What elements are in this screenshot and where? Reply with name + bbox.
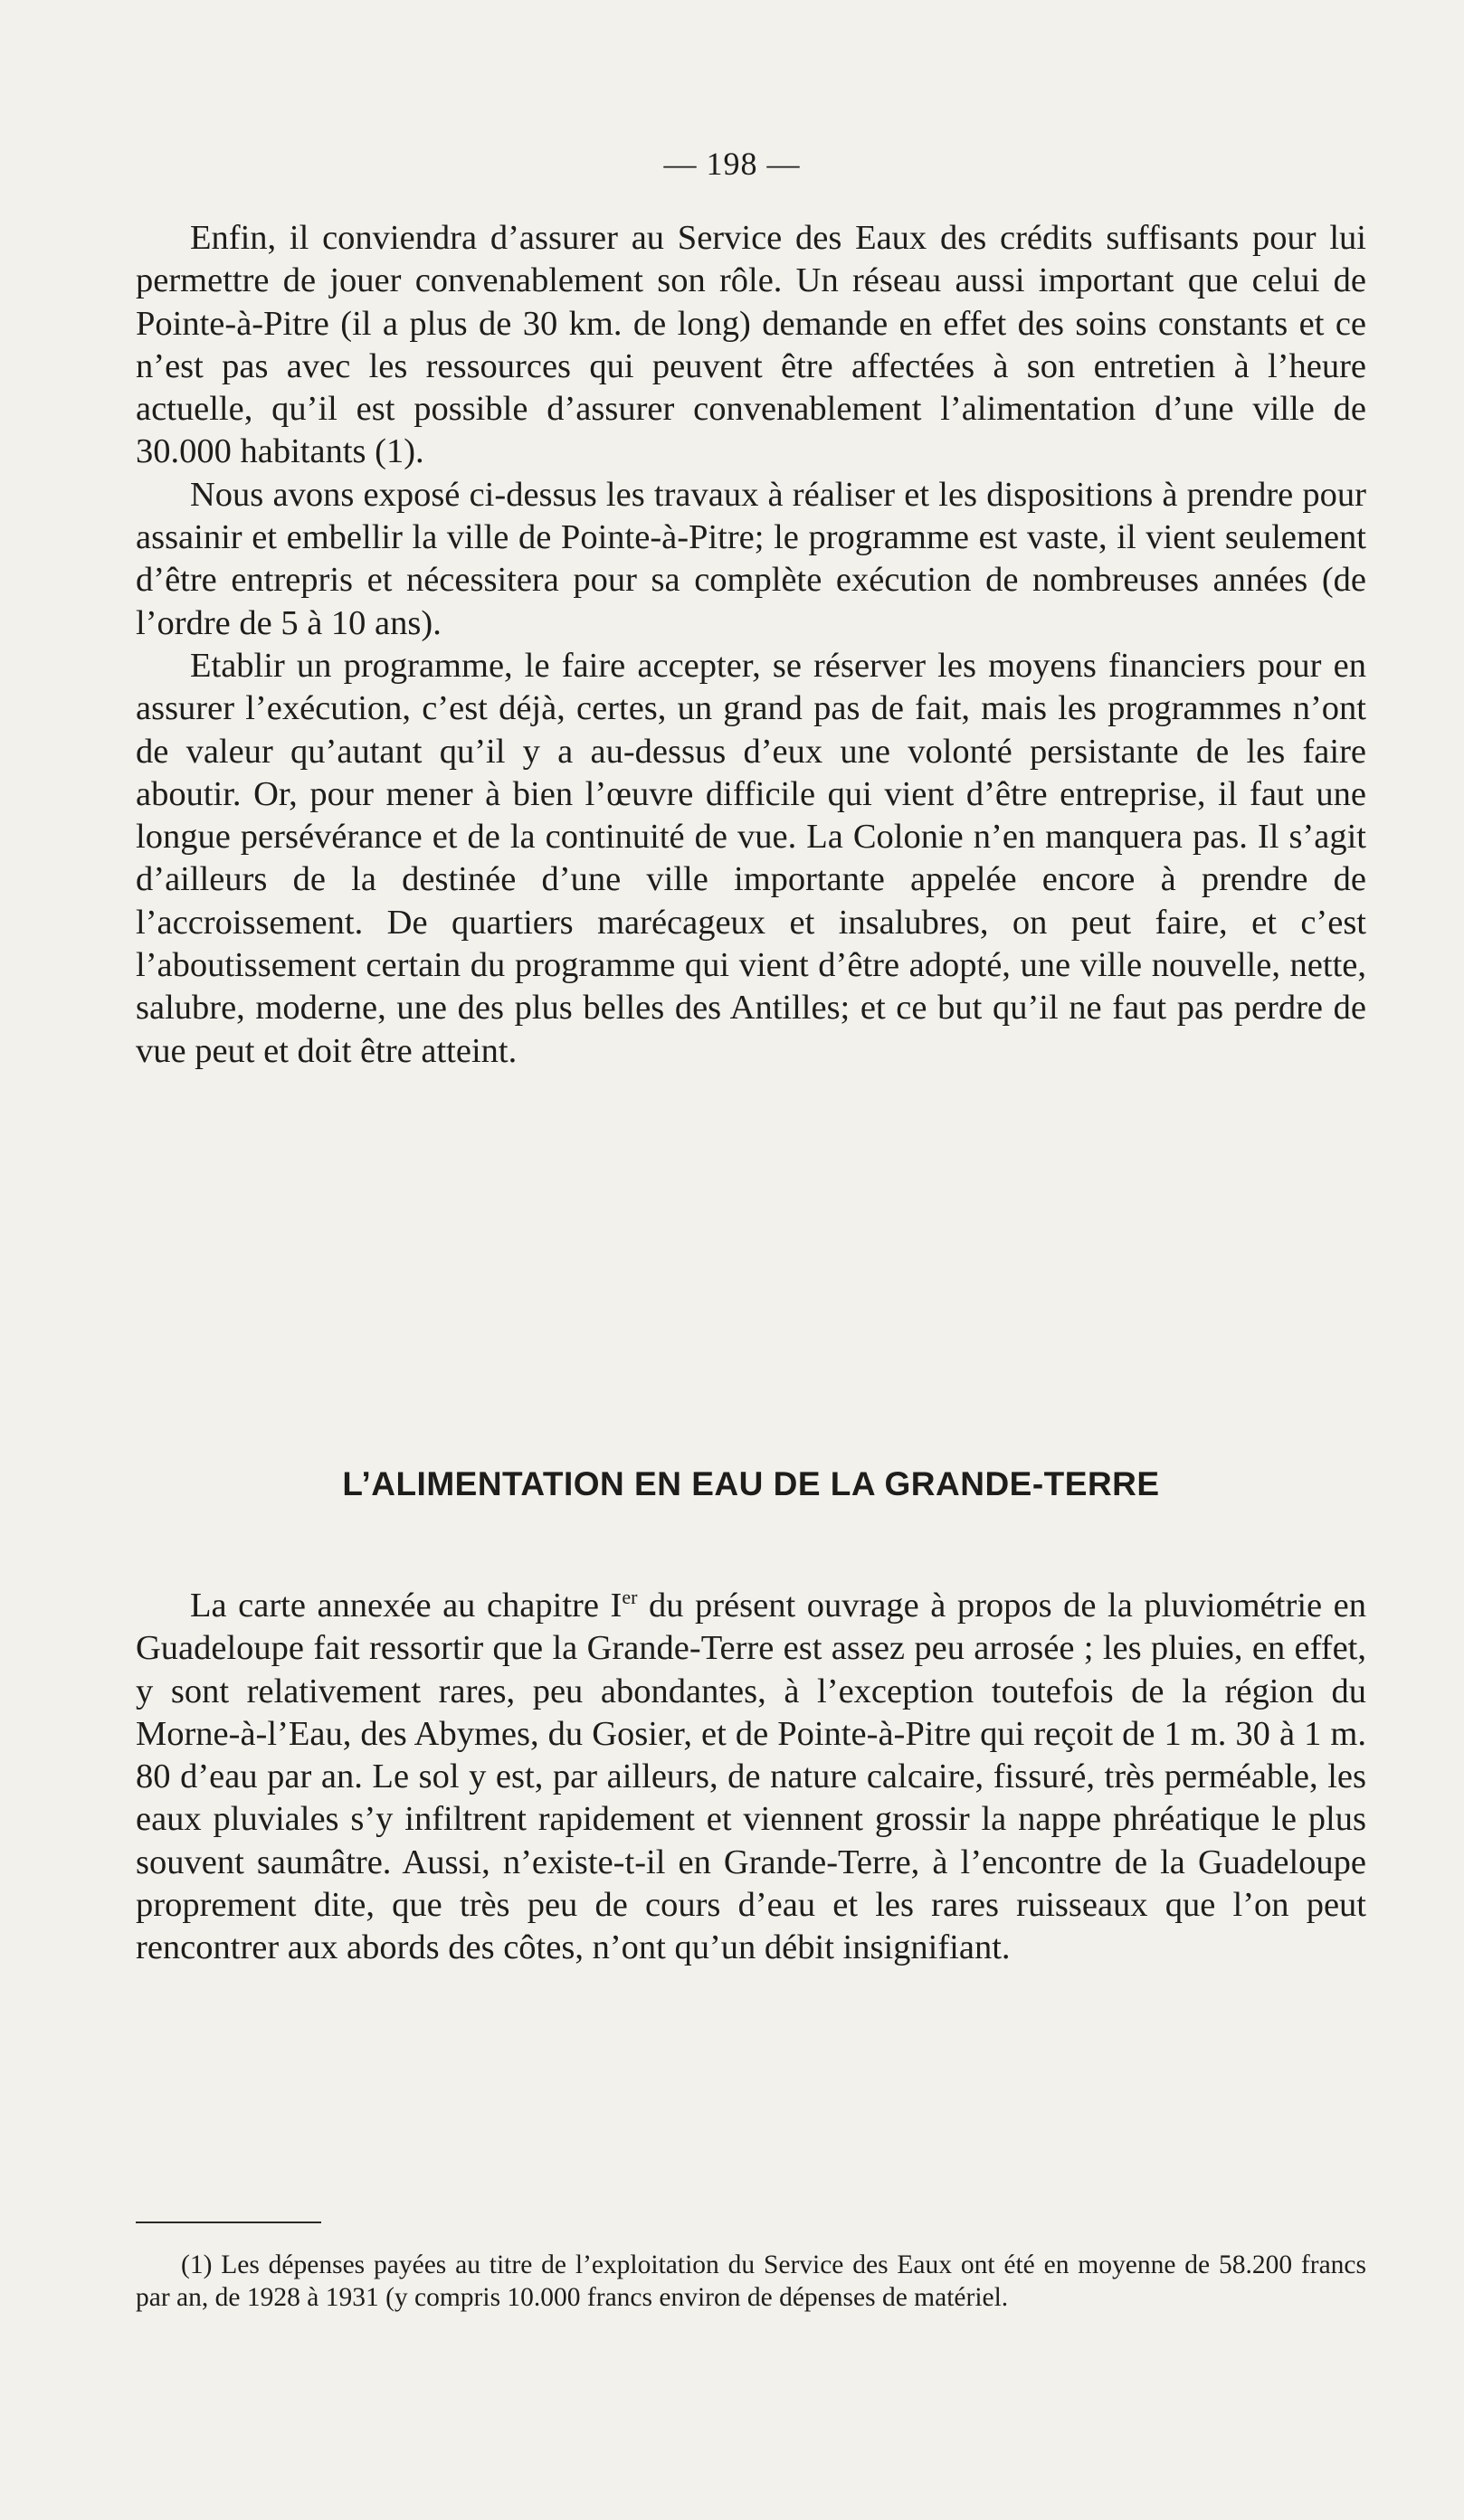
paragraph-4 [136, 1585, 1366, 1970]
paragraph-1: Enfin, il conviendra d’assurer au Service des Eaux des crédits suffisants pour lui permettre de jouer convenablement son rôle. Un réseau aussi important que celui de Pointe-à-Pitre (il a plus de 30 km. de long) demande en effet des soins constants et ce n’est pas avec les ressources qui peuvent être affectées à son entretien à l’heure actuelle, qu’il est possible d’assurer convenablement l’alimentation d’une ville de 30.000 habitants (1). [136, 219, 1366, 471]
paragraph-3: Etablir un programme, le faire accepter, se réserver les moyens financiers pour en assurer l’exécution, c’est déjà, certes, un grand pas de fait, mais les programmes n’ont de valeur qu’autant qu’il y a au-dessus d’eux une volonté persistante de les faire aboutir. Or, pour mener à bien l’œuvre difficile qui vient d’être entreprise, il faut une longue persévérance et de la continuité de vue. La Colonie n’en manquera pas. Il s’agit d’ailleurs de la destinée d’une ville importante appelée encore à prendre de l’accroissement. De quartiers marécageux et insalubres, on peut faire, et c’est l’aboutissement certain du programme qui vient d’être adopté, une ville nouvelle, nette, salubre, moderne, une des plus belles des Antilles; et ce but qu’il ne faut pas perdre de vue peut et doit être atteint. [136, 646, 1366, 1070]
footnote-divider [136, 2222, 321, 2223]
paragraph-4-rest: du présent ouvrage à propos de la pluviométrie en Guadeloupe fait ressortir que la Grande-Terre est assez peu arrosée ; les pluies, en effet, y sont relativement rares, peu abondantes, à l’exception toutefois de la région du Morne-à-l’Eau, des Abymes, du Gosier, et de Pointe-à-Pitre qui reçoit de 1 m. 30 à 1 m. 80 d’eau par an. Le sol y est, par ailleurs, de nature calcaire, fissuré, très perméable, les eaux pluviales s’y infiltrent rapidement et viennent grossir la nappe phréatique le plus souvent saumâtre. Aussi, n’existe-t-il en Grande-Terre, à l’encontre de la Guadeloupe proprement dite, que très peu de cours d’eau et les rares ruisseaux que l’on peut rencontrer aux abords des côtes, n’ont qu’un débit insignifiant. [136, 1587, 1366, 1967]
footnote-text: (1) Les dépenses payées au titre de l’exploitation du Service des Eaux ont été en moyenne de 58.200 francs par an, de 1928 à 1931 (y compris 10.000 francs environ de dépenses de matériel. [136, 2250, 1366, 2312]
section-1-body [136, 217, 1366, 1073]
paragraph-4-start: La carte annexée au chapitre I [190, 1587, 623, 1625]
paragraph-2: Nous avons exposé ci-dessus les travaux à réaliser et les dispositions à prendre pour assainir et embellir la ville de Pointe-à-Pitre; le programme est vaste, il vient seulement d’être entrepris et nécessitera pour sa complète exécution de nombreuses années (de l’ordre de 5 à 10 ans). [136, 475, 1366, 642]
section-heading: L’ALIMENTATION EN EAU DE LA GRANDE-TERRE [342, 1465, 1160, 1502]
ordinal-superscript: er [622, 1586, 638, 1609]
footnote [136, 2249, 1366, 2314]
page-number: — 198 — [663, 146, 801, 182]
section-2-body [136, 1585, 1366, 1970]
